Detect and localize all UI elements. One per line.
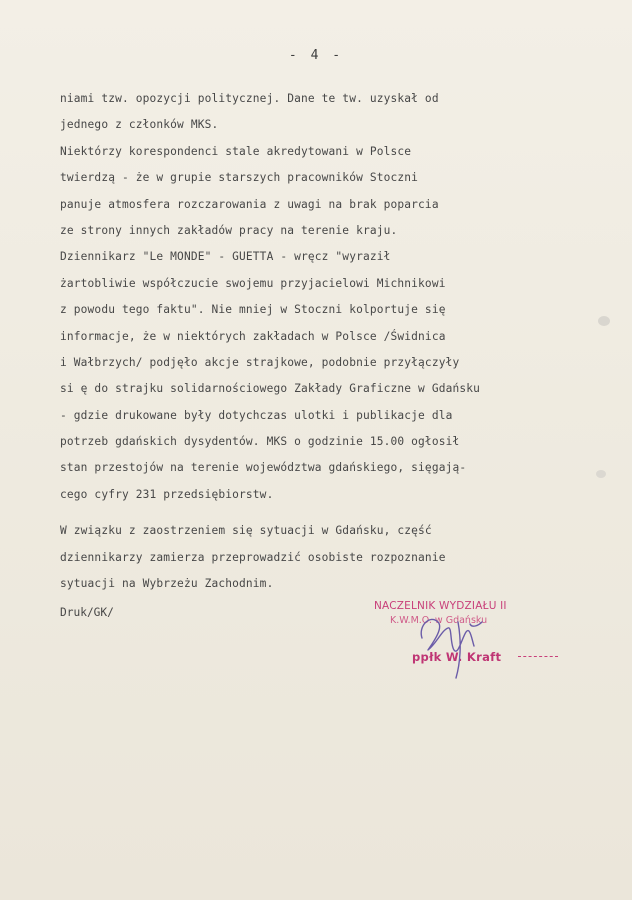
text-line: si ę do strajku solidarnościowego Zakłady Graficzne w Gdańsku xyxy=(60,382,481,396)
margin-mark xyxy=(598,316,610,326)
stamp-name: ppłk W. Kraft xyxy=(412,650,502,664)
text-line: stan przestojów na terenie województwa gdańskiego, sięgają- xyxy=(60,461,467,475)
paragraph-gap xyxy=(60,508,580,518)
text-line: i Wałbrzych/ podjęło akcje strajkowe, podobnie przyłączyły xyxy=(60,355,460,369)
margin-mark xyxy=(596,470,606,478)
text-line: panuje atmosfera rozczarowania z uwagi na brak poparcia xyxy=(60,197,439,211)
text-line: sytuacji na Wybrzeżu Zachodnim. xyxy=(60,577,274,591)
handwritten-signature xyxy=(412,604,492,688)
text-line: potrzeb gdańskich dysydentów. MKS o godzinie 15.00 ogłosił xyxy=(60,435,460,449)
reference-note: Druk/GK/ xyxy=(60,606,114,619)
text-line: niami tzw. opozycji politycznej. Dane te tw. uzyskał od xyxy=(60,92,439,105)
page-number: - 4 - xyxy=(288,48,344,63)
text-line: ze strony innych zakładów pracy na terenie kraju. xyxy=(60,223,398,237)
text-line: twierdzą - że w grupie starszych pracowników Stoczni xyxy=(60,171,419,185)
text-line: cego cyfry 231 przedsiębiorstw. xyxy=(60,487,274,501)
text-line: żartobliwie współczucie swojemu przyjacielowi Michnikowi xyxy=(60,276,446,290)
text-line: Niektórzy korespondenci stale akredytowani w Polsce xyxy=(60,144,412,158)
text-line: Dziennikarz "Le MONDE" - GUETTA - wręcz "wyraził xyxy=(60,250,391,264)
text-line: dziennikarzy zamierza przeprowadzić osobiste rozpoznanie xyxy=(60,550,446,564)
text-line: informacje, że w niektórych zakładach w Polsce /Świdnica xyxy=(60,329,446,343)
stamp-title: NACZELNIK WYDZIAŁU II xyxy=(374,600,507,612)
text-line: W związku z zaostrzeniem się sytuacji w Gdańsku, część xyxy=(60,524,432,538)
body-text xyxy=(60,86,580,597)
text-line: z powodu tego faktu". Nie mniej w Stoczni kolportuje się xyxy=(60,303,446,317)
text-line: - gdzie drukowane były dotychczas ulotki i publikacje dla xyxy=(60,408,453,422)
stamp-dash xyxy=(518,656,558,657)
stamp-office: K.W.M.O. w Gdańsku xyxy=(390,615,488,626)
text-line: jednego z członków MKS. xyxy=(60,118,219,132)
